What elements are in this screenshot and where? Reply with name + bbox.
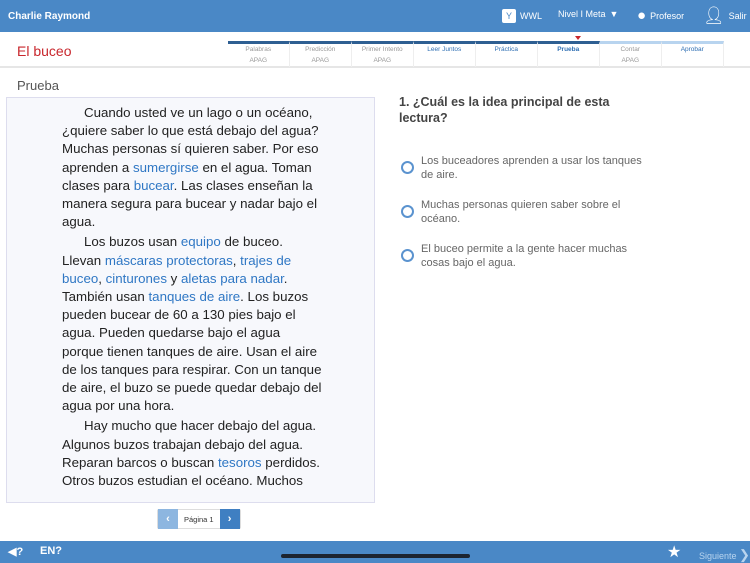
step-name: Primer Intento <box>361 46 403 53</box>
option-text: Los buceadores aprenden a usar los tanques de aire. <box>421 155 642 181</box>
passage-text: , <box>98 270 106 286</box>
step-name: Predicción <box>305 46 336 53</box>
apple-icon: ● <box>637 7 647 24</box>
step-predicción[interactable] <box>290 41 352 67</box>
wwl-button[interactable] <box>502 9 542 23</box>
step-palabras[interactable] <box>228 41 290 67</box>
level-label: Nivel I Meta <box>558 9 606 19</box>
next-label: Siguiente <box>699 551 737 561</box>
star-icon[interactable]: ★ <box>667 544 682 561</box>
vocabulary-link[interactable]: tanques de aire <box>148 289 241 305</box>
next-page-button[interactable]: › <box>220 509 240 529</box>
radio-button[interactable] <box>401 249 414 262</box>
page-label: Página 1 <box>184 514 214 524</box>
passage-text: , <box>232 252 241 268</box>
vocabulary-link[interactable]: equipo <box>180 234 221 250</box>
vocabulary-link[interactable]: máscaras protectoras <box>104 252 233 268</box>
answer-option[interactable] <box>401 154 651 182</box>
step-prueba[interactable] <box>538 41 600 67</box>
step-name: Prueba <box>557 46 580 53</box>
audio-help-button[interactable]: ◀? <box>8 546 24 558</box>
step-name: Palabras <box>245 46 272 53</box>
step-name: Contar <box>620 46 640 53</box>
passage-text: de buceo. Llevan <box>62 234 283 268</box>
step-status: APAG <box>249 57 268 64</box>
current-step-marker <box>575 36 581 40</box>
step-primer-intento[interactable] <box>352 41 414 67</box>
answer-option[interactable] <box>401 242 651 270</box>
radio-button[interactable] <box>401 205 414 218</box>
next-button[interactable] <box>699 547 750 563</box>
passage-text: . Los buzos pueden bucear de 60 a 130 pies bajo el agua. Pueden quedarse bajo el agua porque tienen tanques de aire. Usan el aire de los tanques para respirar. Con un tanque de aire, el buzo se puede quedar debajo del agua por una hora. <box>62 289 322 414</box>
step-name: Aprobar <box>680 46 704 53</box>
reading-passage <box>6 97 375 503</box>
home-indicator <box>281 554 470 558</box>
progress-steps <box>228 41 724 67</box>
step-práctica[interactable] <box>476 41 538 67</box>
option-text: El buceo permite a la gente hacer muchas cosas bajo el agua. <box>421 243 628 269</box>
top-bar <box>0 0 750 32</box>
passage-text: . También usan <box>62 270 288 305</box>
step-leer-juntos[interactable] <box>414 41 476 67</box>
bottom-bar <box>0 541 750 563</box>
level-dropdown[interactable] <box>558 9 618 19</box>
question-text: 1. ¿Cuál es la idea principal de esta lectura? <box>399 95 610 125</box>
vocabulary-link[interactable]: tesoros <box>217 454 262 470</box>
teacher-button[interactable] <box>637 7 684 24</box>
prev-page-button[interactable]: ‹ <box>158 509 178 529</box>
chevron-down-icon: ▼ <box>609 9 619 19</box>
step-aprobar[interactable] <box>662 41 724 67</box>
user-name: Charlie Raymond <box>8 11 91 22</box>
lesson-header <box>0 32 750 68</box>
answer-option[interactable] <box>401 198 651 226</box>
logout-label: Salir <box>728 11 747 21</box>
vocabulary-link[interactable]: cinturones <box>105 270 167 286</box>
step-status: APAG <box>621 57 640 64</box>
wwl-label: WWL <box>520 11 542 21</box>
wwl-icon: Y <box>502 9 516 23</box>
pager <box>157 509 241 529</box>
passage-text: perdidos. Otros buzos estudian el océano. Muchos <box>62 454 320 489</box>
passage-text: Hay mucho que hacer debajo del agua. Algunos buzos trabajan debajo del agua. Reparan barcos o buscan <box>62 418 317 470</box>
language-help-button[interactable]: EN? <box>40 545 62 557</box>
step-contar[interactable] <box>600 41 662 67</box>
step-name: Práctica <box>494 46 518 53</box>
step-name: Leer Juntos <box>427 46 462 53</box>
passage-text: . Las clases enseñan la manera segura para bucear y nadar bajo el agua. <box>62 177 318 230</box>
passage-paragraph <box>62 104 322 231</box>
vocabulary-link[interactable]: aletas para nadar <box>181 270 284 286</box>
passage-text: en el agua. Toman clases para <box>62 159 312 193</box>
vocabulary-link[interactable]: bucear <box>133 177 174 193</box>
logout-button[interactable] <box>703 6 747 26</box>
lesson-title: El buceo <box>17 43 72 59</box>
passage-text: Los buzos usan <box>84 234 181 250</box>
passage-text: Cuando usted ve un lago o un océano, ¿quiere saber lo que está debajo del agua? Muchas personas sí quieren saber. Por eso aprenden a <box>62 105 319 175</box>
section-title: Prueba <box>17 78 59 93</box>
option-text: Muchas personas quieren saber sobre el océano. <box>421 199 621 225</box>
vocabulary-link[interactable]: sumergirse <box>132 159 199 175</box>
step-status: APAG <box>311 57 330 64</box>
step-status: APAG <box>373 57 392 64</box>
passage-paragraph <box>62 233 322 415</box>
passage-paragraph <box>62 417 322 490</box>
user-icon: 👤︎ <box>703 6 725 25</box>
passage-text: y <box>166 270 182 286</box>
vocabulary-link[interactable]: trajes de buceo <box>62 252 292 286</box>
teacher-label: Profesor <box>650 10 685 21</box>
chevron-right-icon: ❯ <box>739 547 750 562</box>
radio-button[interactable] <box>401 161 414 174</box>
